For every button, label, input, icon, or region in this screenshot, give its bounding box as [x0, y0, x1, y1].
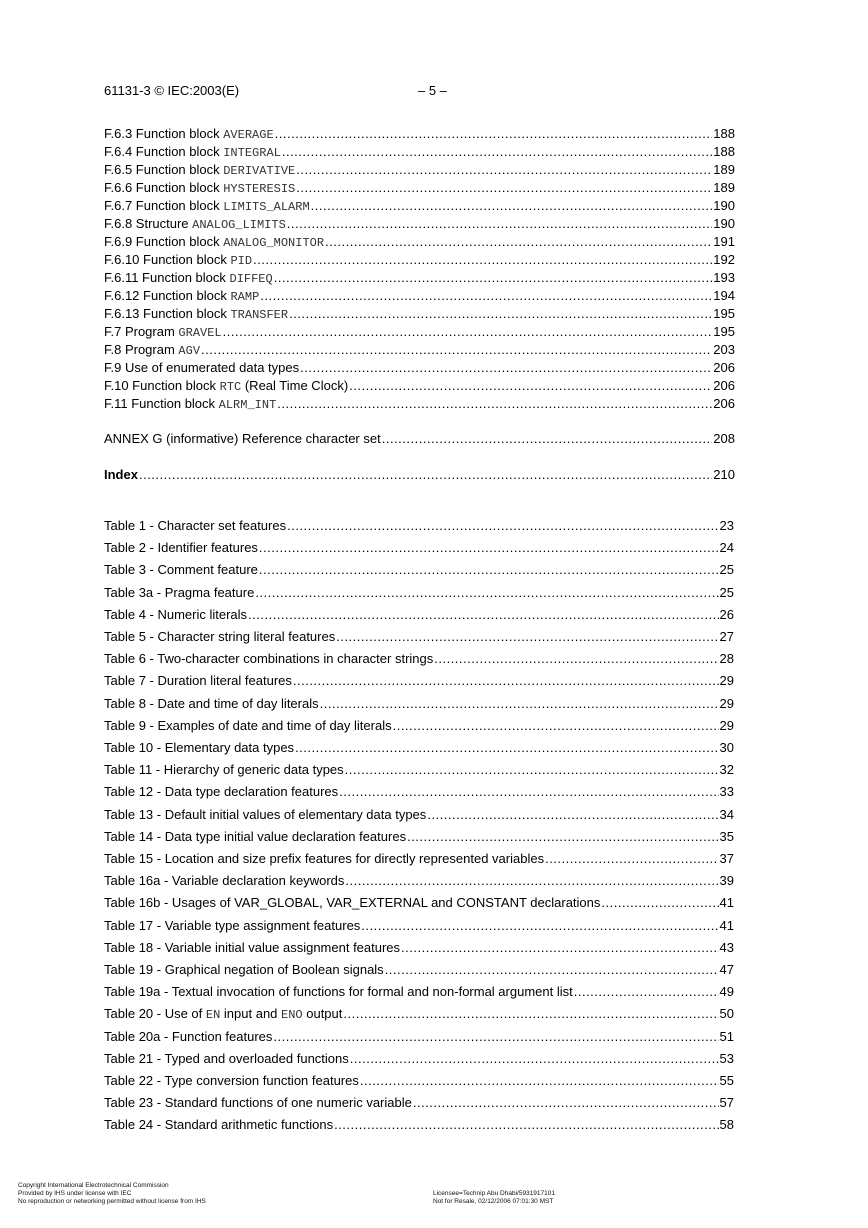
toc-entry-page: 29 [719, 673, 734, 689]
toc-entry-page: 25 [719, 562, 734, 578]
dot-leader [274, 270, 713, 286]
label-text: Table 23 - Standard functions of one numeric variable [104, 1095, 412, 1111]
toc-entry-page: 39 [719, 873, 734, 889]
toc-entry[interactable] [104, 378, 735, 395]
label-text: Table 20 - Use of [104, 1006, 206, 1022]
label-text: Table 21 - Typed and overloaded functions [104, 1050, 349, 1066]
toc-entry-label [104, 984, 573, 1000]
toc-entry[interactable] [104, 306, 735, 323]
toc-entry[interactable] [104, 873, 734, 889]
toc-entry-page: 25 [719, 584, 734, 600]
toc-entry-page: 34 [719, 806, 734, 822]
toc-entry[interactable] [104, 1073, 734, 1089]
dot-leader [311, 198, 713, 214]
toc-entry-page: 26 [719, 606, 734, 622]
toc-entry-index[interactable] [104, 467, 735, 483]
dot-leader [343, 1006, 718, 1022]
toc-entry-page: 55 [719, 1073, 734, 1088]
label-text: input and [220, 1006, 282, 1022]
toc-entry-label [104, 1073, 359, 1089]
label-text: output [302, 1006, 343, 1022]
toc-entry-page: 203 [713, 342, 735, 357]
toc-entry-page: 194 [713, 288, 735, 303]
toc-entry-page: 47 [719, 962, 734, 977]
label-text: F.6.3 Function block [104, 126, 224, 141]
toc-entry[interactable] [104, 234, 735, 251]
toc-entry-label [104, 1117, 333, 1133]
label-text: F.6.13 Function block [104, 306, 231, 321]
dot-leader [345, 873, 718, 889]
dot-leader [223, 324, 713, 340]
label-text: Table 1 - Character set features [104, 518, 287, 533]
toc-entry-page: 41 [719, 917, 734, 933]
toc-entry[interactable] [104, 784, 734, 800]
toc-entry-label: ANNEX G (informative) Reference character set [104, 431, 381, 446]
dot-leader [345, 762, 719, 778]
toc-entry-page: 30 [719, 740, 734, 755]
dot-leader [253, 252, 712, 268]
toc-entry-label [104, 540, 258, 556]
toc-entry-label [104, 306, 288, 323]
label-text: F.11 Function block [104, 396, 219, 411]
code-identifier: EN [205, 1008, 221, 1023]
toc-entry-label [104, 607, 247, 623]
dot-leader [407, 829, 718, 845]
dot-leader [259, 540, 719, 556]
toc-entry-page: 32 [719, 762, 734, 778]
toc-entry-page: 33 [719, 784, 734, 800]
code-identifier: HYSTERESIS [223, 182, 296, 196]
toc-entry[interactable] [104, 807, 734, 823]
label-text: Table 3a - Pragma feature [104, 584, 255, 600]
footer-line: Copyright International Electrotechnical Commission [18, 1182, 169, 1189]
code-identifier: INTEGRAL [223, 146, 281, 160]
toc-entry-label [104, 762, 344, 778]
code-identifier: AGV [178, 344, 201, 358]
toc-entry-label [104, 696, 319, 712]
code-identifier: LIMITS_ALARM [223, 200, 310, 214]
toc-entry[interactable] [104, 1117, 734, 1133]
toc-entry[interactable] [104, 360, 735, 376]
label-text: Table 19 - Graphical negation of Boolean signals [104, 962, 384, 977]
dot-leader [293, 673, 719, 689]
toc-entry[interactable] [104, 1051, 734, 1067]
toc-entry-page: 51 [719, 1028, 734, 1044]
toc-entry[interactable] [104, 696, 734, 712]
toc-entry-page: 190 [713, 216, 735, 231]
toc-entry[interactable] [104, 673, 734, 689]
label-text: Table 15 - Location and size prefix features for directly represented variables [104, 851, 545, 866]
toc-entry-page: 189 [713, 162, 735, 177]
toc-entry-label [104, 216, 286, 233]
code-identifier: DERIVATIVE [223, 164, 296, 178]
dot-leader [282, 144, 712, 160]
dot-leader [287, 518, 718, 534]
footer-line: No reproduction or networking permitted without license from IHS [18, 1198, 206, 1205]
toc-entry-label [104, 360, 299, 376]
toc-entry-page: 190 [713, 198, 735, 213]
label-text: Table 10 - Elementary data types [104, 740, 295, 755]
dot-leader [601, 895, 718, 911]
label-text: Table 6 - Two-character combinations in character strings [104, 651, 434, 667]
toc-entry-label [104, 718, 392, 734]
toc-entry[interactable] [104, 324, 735, 341]
footer-line: Licensee=Technip Abu Dhabi/5931917101 [433, 1190, 555, 1197]
toc-entry-page: 53 [719, 1050, 734, 1066]
toc-entry[interactable] [104, 198, 735, 215]
toc-entry[interactable] [104, 585, 734, 601]
toc-entry-label [104, 252, 252, 269]
toc-entry-label [104, 518, 286, 534]
label-text: Table 16a - Variable declaration keywords [104, 873, 345, 889]
toc-entry-page: 206 [713, 378, 735, 393]
toc-entry[interactable] [104, 918, 734, 934]
toc-entry-label [104, 1095, 412, 1111]
page-number: – 5 – [418, 83, 447, 98]
label-text: Table 14 - Data type initial value declaration features [104, 828, 407, 844]
label-text: F.6.9 Function block [104, 234, 224, 249]
code-identifier: ENO [281, 1008, 303, 1023]
footer-license [433, 1190, 555, 1206]
toc-entry-label [104, 918, 360, 934]
dot-leader [401, 940, 718, 956]
toc-entry[interactable] [104, 718, 734, 734]
toc-entry-label [104, 342, 200, 359]
label-text: (Real Time Clock) [241, 378, 349, 393]
label-text: Table 20a - Function features [104, 1028, 273, 1044]
toc-entry[interactable] [104, 540, 734, 556]
toc-entry-label [104, 873, 344, 889]
toc-entry[interactable] [104, 1095, 734, 1111]
toc-entry[interactable] [104, 288, 735, 305]
code-identifier: GRAVEL [178, 326, 222, 340]
label-text: F.6.4 Function block [104, 144, 224, 159]
toc-entry-label [104, 180, 295, 197]
dot-leader [275, 126, 713, 142]
toc-entry-page: 210 [713, 467, 735, 482]
toc-entry-page: 29 [719, 717, 734, 733]
toc-entry[interactable] [104, 762, 734, 778]
code-identifier: TRANSFER [230, 308, 289, 322]
code-identifier: RAMP [230, 290, 260, 304]
dot-leader [413, 1095, 719, 1111]
toc-entry[interactable] [104, 396, 735, 413]
label-text: F.6.11 Function block [104, 270, 230, 285]
dot-leader [259, 562, 719, 578]
document-id: 61131-3 © IEC:2003(E) [104, 83, 240, 98]
label-text: Table 5 - Character string literal features [104, 629, 336, 644]
toc-entry-label [104, 740, 294, 756]
label-text: Table 24 - Standard arithmetic functions [104, 1117, 334, 1133]
toc-entry-annex-g[interactable] [104, 431, 735, 447]
toc-entry-page: 188 [713, 144, 735, 159]
label-text: Table 18 - Variable initial value assignment features [104, 939, 401, 955]
toc-entry-label [104, 673, 292, 689]
dot-leader [296, 162, 712, 178]
toc-entry-page: 23 [719, 518, 734, 533]
dot-leader [255, 585, 718, 601]
code-identifier: DIFFEQ [229, 272, 273, 286]
dot-leader [361, 918, 718, 934]
toc-entry-page: 27 [719, 629, 734, 644]
toc-entry-label [104, 940, 400, 956]
dot-leader [336, 629, 718, 645]
toc-entry-label [104, 895, 600, 911]
toc-entry[interactable] [104, 651, 734, 667]
dot-leader [273, 1029, 718, 1045]
label-text: Table 11 - Hierarchy of generic data types [104, 762, 344, 778]
toc-entry-label [104, 378, 348, 395]
toc-entry[interactable] [104, 829, 734, 845]
label-text: Table 17 - Variable type assignment features [104, 917, 361, 933]
toc-entry-label [104, 126, 274, 143]
toc-entry[interactable] [104, 270, 735, 287]
dot-leader [434, 651, 718, 667]
toc-entry-page: 24 [719, 540, 734, 556]
dot-leader [360, 1073, 719, 1089]
dot-leader [277, 396, 712, 412]
toc-entry[interactable] [104, 1029, 734, 1045]
toc-entry-page: 50 [719, 1006, 734, 1022]
toc-entry-page: 208 [713, 431, 735, 446]
toc-entry-label [104, 198, 310, 215]
toc-entry-page: 192 [713, 252, 735, 267]
code-identifier: RTC [219, 380, 242, 394]
label-text: Table 3 - Comment feature [104, 562, 258, 578]
code-identifier: ANALOG_MONITOR [223, 236, 325, 250]
toc-entry-label [104, 1051, 349, 1067]
toc-entry[interactable] [104, 940, 734, 956]
dot-leader [296, 180, 712, 196]
toc-entry-page: 28 [719, 651, 734, 667]
toc-entry-label [104, 324, 222, 341]
label-text: Table 9 - Examples of date and time of day literals [104, 717, 392, 733]
label-text: Table 2 - Identifier features [104, 540, 258, 556]
code-identifier: AVERAGE [223, 128, 274, 142]
toc-entry[interactable] [104, 607, 734, 623]
toc-entry-page: 188 [713, 126, 735, 141]
dot-leader [295, 740, 718, 756]
label-text: F.9 Use of enumerated data types [104, 360, 300, 375]
dot-leader [574, 984, 719, 1000]
toc-entry-page: 57 [719, 1095, 734, 1111]
dot-leader [385, 962, 719, 978]
label-text: F.7 Program [104, 324, 179, 339]
toc-entry-label [104, 162, 295, 179]
code-identifier: ANALOG_LIMITS [192, 218, 286, 232]
dot-leader [393, 718, 719, 734]
label-text: Table 7 - Duration literal features [104, 673, 292, 689]
toc-entry[interactable] [104, 1006, 734, 1023]
label-text: F.6.7 Function block [104, 198, 224, 213]
code-identifier: PID [230, 254, 253, 268]
toc-entry-label [104, 784, 338, 800]
toc-entry[interactable] [104, 126, 735, 143]
label-text: F.6.12 Function block [104, 288, 231, 303]
label-text: Table 19a - Textual invocation of functions for formal and non-formal argument list [104, 984, 573, 1000]
toc-entry-label [104, 962, 384, 978]
toc-entry-label [104, 562, 258, 578]
dot-leader [545, 851, 718, 867]
dot-leader [339, 784, 718, 800]
footer-line: Not for Resale, 02/12/2006 07:01:30 MST [433, 1198, 554, 1205]
dot-leader [287, 216, 713, 232]
toc-entry-label [104, 396, 276, 413]
toc-entry-label [104, 629, 335, 645]
label-text: Table 22 - Type conversion function features [104, 1073, 359, 1088]
dot-leader [325, 234, 712, 250]
label-text: F.6.5 Function block [104, 162, 224, 177]
dot-leader [427, 807, 718, 823]
toc-entry-page: 206 [713, 360, 735, 375]
dot-leader [382, 431, 713, 447]
toc-entry[interactable] [104, 740, 734, 756]
label-text: Table 4 - Numeric literals [104, 606, 248, 622]
dot-leader [201, 342, 712, 358]
toc-entry[interactable] [104, 962, 734, 978]
toc-entry-label [104, 585, 254, 601]
toc-entry-label [104, 270, 273, 287]
label-text: Table 8 - Date and time of day literals [104, 695, 319, 711]
footer-copyright [18, 1182, 206, 1206]
toc-entry-page: 206 [713, 396, 735, 411]
toc-entry-label [104, 829, 406, 845]
label-text: Table 13 - Default initial values of elementary data types [104, 806, 427, 822]
toc-entry-page: 49 [719, 984, 734, 1000]
label-text: F.6.10 Function block [104, 252, 231, 267]
toc-entry[interactable] [104, 851, 734, 867]
dot-leader [300, 360, 712, 376]
dot-leader [334, 1117, 718, 1133]
toc-entry-label [104, 288, 259, 305]
toc-entry[interactable] [104, 144, 735, 161]
toc-entry-page: 35 [719, 828, 734, 844]
toc-entry[interactable] [104, 629, 734, 645]
toc-entry-label [104, 1006, 342, 1023]
toc-entry[interactable] [104, 162, 735, 179]
dot-leader [320, 696, 719, 712]
toc-entry[interactable] [104, 180, 735, 197]
label-text: F.8 Program [104, 342, 179, 357]
toc-entry-label [104, 651, 433, 667]
dot-leader [248, 607, 718, 623]
dot-leader [349, 378, 712, 394]
label-text: F.10 Function block [104, 378, 220, 393]
toc-entry-label [104, 807, 426, 823]
toc-entry-page: 189 [713, 180, 735, 195]
label-text: Table 16b - Usages of VAR_GLOBAL, VAR_EXTERNAL and CONSTANT declarations [104, 895, 601, 911]
label-text: Table 12 - Data type declaration features [104, 784, 339, 800]
toc-entry-page: 37 [719, 851, 734, 866]
toc-entry-label [104, 234, 324, 251]
toc-entry-page: 195 [713, 306, 735, 321]
toc-entry[interactable] [104, 562, 734, 578]
toc-entry[interactable] [104, 895, 734, 911]
toc-entry-page: 191 [713, 234, 735, 249]
code-identifier: ALRM_INT [218, 398, 277, 412]
toc-entry[interactable] [104, 252, 735, 269]
toc-entry-page: 41 [719, 895, 734, 911]
toc-entry-label: Index [104, 467, 138, 482]
toc-entry[interactable] [104, 216, 735, 233]
dot-leader [289, 306, 712, 322]
toc-entry-label [104, 144, 281, 161]
toc-entry-page: 29 [719, 695, 734, 711]
footer-line: Provided by IHS under license with IEC [18, 1190, 132, 1197]
toc-entry-page: 195 [713, 324, 735, 339]
toc-entry-page: 58 [719, 1117, 734, 1133]
toc-entry[interactable] [104, 518, 734, 534]
toc-entry[interactable] [104, 984, 734, 1000]
dot-leader [350, 1051, 719, 1067]
toc-entry-label [104, 851, 544, 867]
toc-entry-page: 193 [713, 270, 735, 285]
label-text: F.6.6 Function block [104, 180, 224, 195]
toc-entry-page: 43 [719, 939, 734, 955]
label-text: F.6.8 Structure [104, 216, 193, 231]
toc-entry[interactable] [104, 342, 735, 359]
dot-leader [260, 288, 712, 304]
dot-leader [139, 467, 712, 483]
toc-entry-label [104, 1029, 272, 1045]
